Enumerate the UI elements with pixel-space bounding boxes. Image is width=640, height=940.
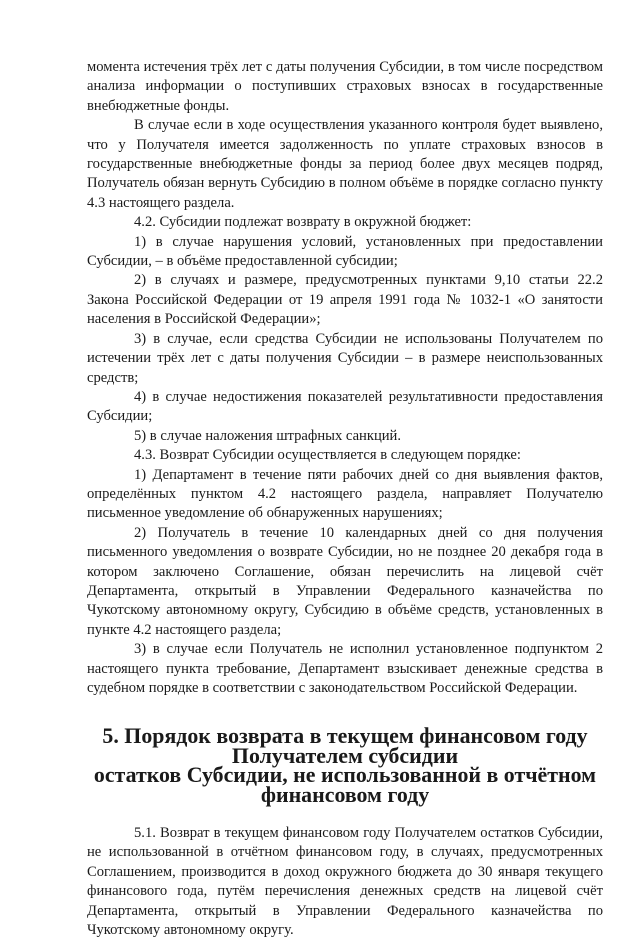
paragraph-4-2-item-1: 1) в случае нарушения условий, установленных при предоставлении Субсидии, – в объёме предоставленной субсидии; bbox=[87, 233, 603, 270]
paragraph-4-2-item-5: 5) в случае наложения штрафных санкций. bbox=[134, 427, 402, 444]
paragraph-control-debt: В случае если в ходе осуществления указанного контроля будет выявлено, что у Получателя имеется задолженность по уплате страховых взносов в государственные внебюджетные фонды за период более двух месяцев подряд, Получатель обязан вернуть Субсидию в полном объёме в порядке согласно пункту 4.3 настоящего раздела. bbox=[87, 117, 603, 211]
paragraph-4-2-item-4: 4) в случае недостижения показателей результативности предоставления Субсидии; bbox=[87, 388, 603, 425]
paragraph-4-2-item-2: 2) в случаях и размере, предусмотренных пунктами 9,10 статьи 22.2 Закона Российской Федерации от 19 апреля 1991 года № 1032-1 «О занятости населения в Российской Федерации»; bbox=[87, 272, 603, 328]
paragraph-4-3-item-3: 3) в случае если Получатель не исполнил установленное подпунктом 2 настоящего пункта требование, Департамент взыскивает денежные средства в судебном порядке в соответствии с законодательством Российской Федерации. bbox=[87, 641, 603, 696]
paragraph-4-3-item-1: 1) Департамент в течение пяти рабочих дней со дня выявления фактов, определённых пунктом 4.2 настоящего раздела, направляет Получателю письменное уведомление об обнаруженных нарушениях; bbox=[87, 466, 603, 522]
paragraph-4-2: 4.2. Субсидии подлежат возврату в окружной бюджет: bbox=[134, 214, 472, 231]
paragraph-4-3-item-2: 2) Получатель в течение 10 календарных дней со дня получения письменного уведомления о возврате Субсидии, но не позднее 20 декабря года в котором заключено Соглашение, обязан перечислить на лицевой счёт Департамента, открытый в Управлении Федерального казначейства по Чукотскому автономному округу, Субсидию в объёме средств, установленных в пункте 4.2 настоящего раздела; bbox=[87, 524, 603, 638]
section-5-heading-line-1: 5. Порядок возврата в текущем финансовом году Получателем субсидии bbox=[102, 723, 588, 768]
section-5-body bbox=[87, 824, 603, 940]
section-5-heading-line-2: остатков Субсидии, не использованной в отчётном финансовом году bbox=[93, 762, 597, 807]
document-page bbox=[87, 58, 603, 940]
paragraph-5-1: 5.1. Возврат в текущем финансовом году Получателем остатков Субсидии, не использованной в отчётном финансовом году, в случаях, предусмотренных Соглашением, производится в доход окружного бюджета до 30 января текущего финансового года, путём перечисления денежных средств на лицевой счёт Департамента, открытый в Управлении Федерального казначейства по Чукотскому автономному округу. bbox=[87, 825, 603, 939]
paragraph-continuation: момента истечения трёх лет с даты получения Субсидии, в том числе посредством анализа информации о поступивших страховых взносах в государственные внебюджетные фонды. bbox=[87, 59, 603, 114]
paragraph-4-2-item-3: 3) в случае, если средства Субсидии не использованы Получателем по истечении трёх лет с даты получения Субсидии – в размере неиспользованных средств; bbox=[87, 330, 603, 386]
paragraph-4-3: 4.3. Возврат Субсидии осуществляется в следующем порядке: bbox=[134, 447, 521, 464]
section-5-heading bbox=[87, 723, 603, 807]
document-body-top bbox=[87, 58, 603, 698]
